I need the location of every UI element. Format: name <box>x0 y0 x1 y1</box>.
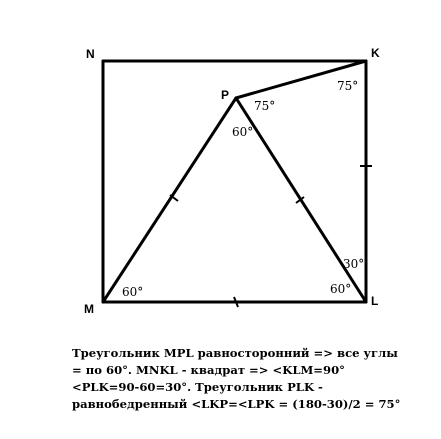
angle-L: 60° <box>330 282 352 296</box>
angle-L-upper: 30° <box>343 257 365 271</box>
label-N: N <box>86 47 95 61</box>
label-L: L <box>371 294 379 308</box>
angle-P-right: 75° <box>254 99 276 113</box>
label-P: P <box>221 88 230 102</box>
label-M: M <box>84 302 94 316</box>
angle-P-bottom: 60° <box>232 125 254 139</box>
explanation-line: Треугольник MPL равносторонний => все углы <box>72 346 398 360</box>
explanation-line: равнобедренный <LKP=<LPK = (180-30)/2 = 75° <box>72 397 401 411</box>
explanation-text <box>72 345 434 413</box>
side-MP <box>103 98 236 302</box>
angle-K: 75° <box>337 79 359 93</box>
label-K: K <box>371 46 380 60</box>
angle-M: 60° <box>122 285 144 299</box>
explanation-line: = по 60°. MNKL - квадрат => <KLM=90° <box>72 363 345 377</box>
explanation-line: <PLK=90-60=30°. Треугольник PLK - <box>72 380 323 394</box>
